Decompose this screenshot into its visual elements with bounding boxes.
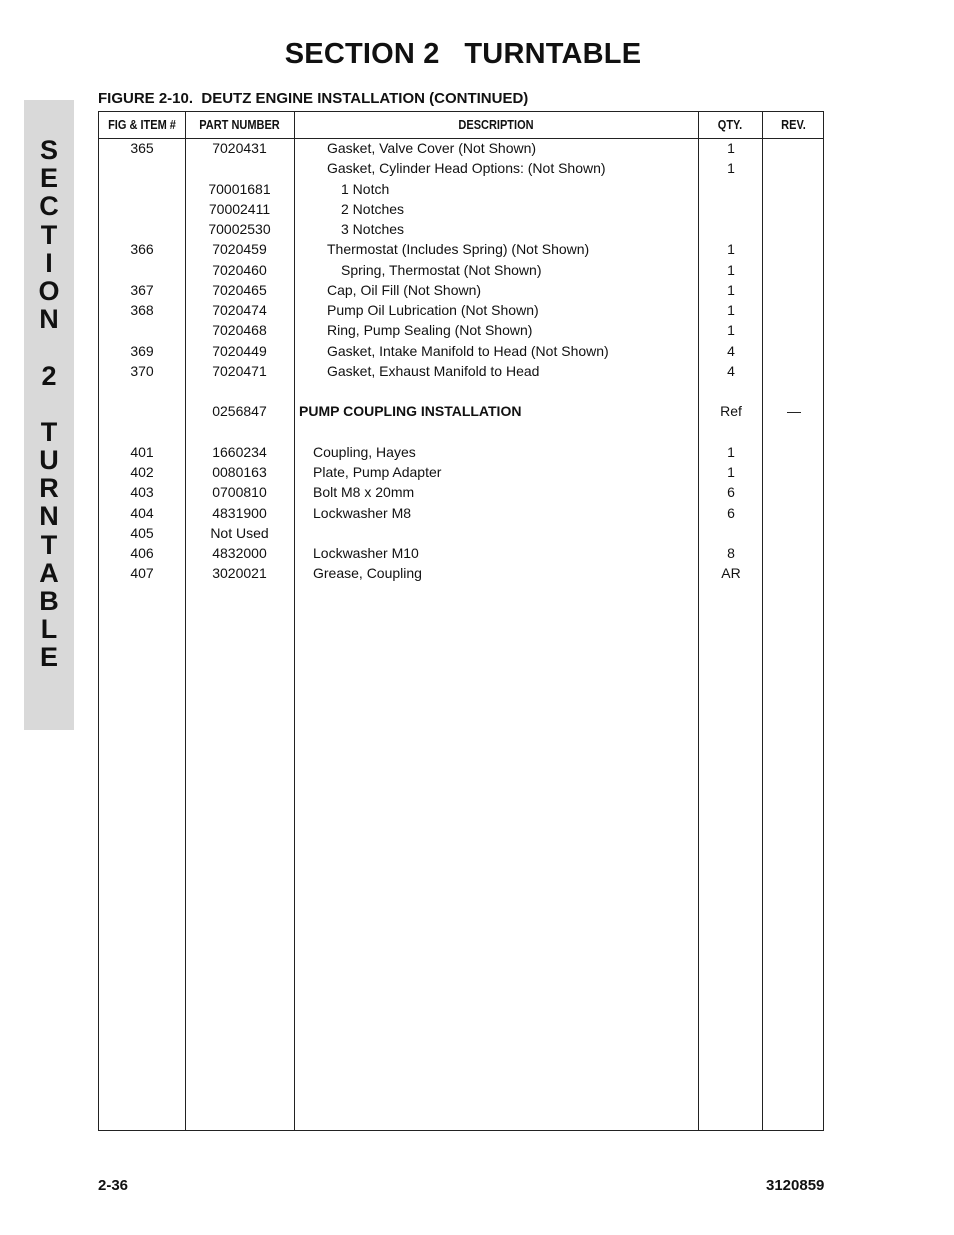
part-number-cell: Not Used [210,524,269,541]
side-tab-letter: E [39,163,58,194]
qty-cell: AR [721,565,741,582]
qty-cell: 6 [727,504,735,521]
side-tab-letter: S [39,135,58,165]
description-cell: Lockwasher M8 [313,504,412,521]
fig-item-cell: 369 [130,342,154,359]
qty-cell: 1 [727,281,735,298]
table-header-row [99,112,823,139]
qty-cell: 4 [727,362,735,379]
table-row [99,563,823,583]
side-tab-letter: T [40,219,58,250]
qty-cell: 1 [727,443,735,460]
part-number-cell: 4831900 [212,504,267,521]
part-number-cell: 70002530 [208,221,271,237]
qty-cell: 1 [727,302,735,318]
table-row [99,219,823,239]
side-tab-letter: A [39,557,59,588]
description-cell: Gasket, Intake Manifold to Head (Not Shown) [327,342,609,359]
fig-item-cell: 367 [130,281,154,298]
table-row [99,401,823,421]
fig-item-cell: 407 [130,565,154,582]
qty-cell: 1 [727,140,735,156]
description-cell: Grease, Coupling [313,565,422,582]
header-qty: QTY. [717,118,743,132]
part-number-cell: 1660234 [212,443,267,460]
qty-cell: Ref [720,403,742,420]
qty-cell: 1 [727,241,735,258]
side-tab-letters [24,136,74,672]
side-tab-letter: N [39,501,59,532]
fig-item-cell: 402 [130,464,154,480]
section-side-tab [24,100,74,730]
table-row [99,361,823,381]
fig-item-cell: 406 [130,545,154,561]
side-tab-letter: T [40,416,58,447]
description-cell: 1 Notch [341,180,390,197]
part-number-cell: 7020431 [212,140,267,156]
table-row [99,462,823,482]
header-description: DESCRIPTION [458,118,534,132]
description-cell: Gasket, Cylinder Head Options: (Not Shown) [327,160,606,177]
qty-cell: 6 [727,484,735,501]
description-cell: Plate, Pump Adapter [313,464,442,480]
rev-cell: — [787,403,801,420]
document-number: 3120859 [766,1177,825,1194]
table-row [99,300,823,320]
fig-item-cell: 370 [130,362,154,379]
part-number-cell: 4832000 [212,545,267,561]
qty-cell: 4 [727,342,735,359]
description-cell: Bolt M8 x 20mm [313,484,415,501]
qty-cell: 1 [727,464,735,480]
table-row [99,280,823,300]
table-row [99,239,823,259]
fig-item-cell: 405 [130,524,154,541]
table-row [99,482,823,502]
description-cell: Lockwasher M10 [313,545,419,561]
table-row [99,503,823,523]
part-number-cell: 0700810 [212,484,267,501]
page-number: 2-36 [98,1177,129,1194]
description-cell: Spring, Thermostat (Not Shown) [341,261,542,278]
table-row [99,260,823,280]
side-tab-letter: I [45,247,53,278]
side-tab-letter: R [39,473,59,504]
part-number-cell: 7020468 [212,322,267,339]
side-tab-letter: O [38,275,60,306]
figure-title: FIGURE 2-10. DEUTZ ENGINE INSTALLATION (CONTINUED) [98,90,529,107]
qty-cell: 1 [727,261,735,278]
table-row [99,341,823,361]
header-part-number: PART NUMBER [199,118,280,132]
part-number-cell: 7020465 [212,281,267,298]
table-row [99,199,823,219]
side-tab-letter: L [40,614,58,645]
qty-cell: 8 [727,545,735,561]
fig-item-cell: 366 [130,241,154,258]
side-tab-letter: T [40,529,58,560]
side-tab-letter: B [39,586,59,616]
fig-item-cell: 365 [130,140,154,156]
table-row [99,442,823,462]
description-cell: 3 Notches [341,221,405,237]
section-title: SECTION 2 TURNTABLE [284,38,642,70]
description-cell: Gasket, Exhaust Manifold to Head [327,362,540,379]
fig-item-cell: 401 [130,443,154,460]
description-cell: 2 Notches [341,200,405,217]
part-number-cell: 0256847 [212,403,267,420]
table-row [99,138,823,158]
part-number-cell: 7020471 [212,362,267,379]
part-number-cell: 7020459 [212,241,267,258]
table-row [99,179,823,199]
part-number-cell: 7020474 [212,302,267,318]
side-tab-letter: 2 [41,360,57,391]
fig-item-cell: 368 [130,302,154,318]
description-cell: Coupling, Hayes [313,443,416,460]
side-tab-letter: E [39,642,58,673]
fig-item-cell: 404 [130,504,154,521]
side-tab-letter: U [39,445,59,476]
header-rev: REV. [781,118,806,132]
table-row [99,523,823,543]
table-row [99,320,823,340]
description-cell: Gasket, Valve Cover (Not Shown) [327,140,537,156]
description-cell: Thermostat (Includes Spring) (Not Shown) [327,241,590,258]
part-number-cell: 70001681 [208,180,271,197]
table-row [99,543,823,563]
qty-cell: 1 [727,322,735,339]
fig-item-cell: 403 [130,484,154,501]
side-tab-letter: C [39,191,59,222]
description-cell: Cap, Oil Fill (Not Shown) [327,281,482,298]
part-number-cell: 70002411 [208,200,271,217]
description-cell: Pump Oil Lubrication (Not Shown) [327,302,539,318]
description-cell: Ring, Pump Sealing (Not Shown) [327,322,533,339]
header-fig-item: FIG & ITEM # [108,118,176,132]
table-row [99,158,823,178]
part-number-cell: 7020449 [212,342,267,359]
qty-cell: 1 [727,160,735,177]
part-number-cell: 3020021 [212,565,267,582]
parts-table [98,111,824,1131]
side-tab-letter: N [39,304,59,335]
part-number-cell: 0080163 [212,464,267,480]
part-number-cell: 7020460 [212,261,267,278]
description-cell: PUMP COUPLING INSTALLATION [299,403,522,420]
